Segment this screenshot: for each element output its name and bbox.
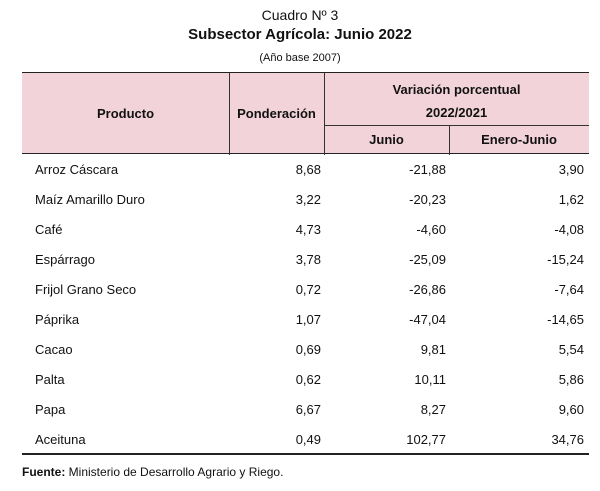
source-note <box>22 465 283 479</box>
source-text: Ministerio de Desarrollo Agrario y Riego. <box>65 465 284 479</box>
cell-producto: Café <box>35 222 63 237</box>
cell-producto: Cacao <box>35 342 73 357</box>
data-table <box>22 72 589 461</box>
cell-producto: Frijol Grano Seco <box>35 282 137 297</box>
table-row <box>22 276 589 306</box>
cell-ponderacion: 4,73 <box>295 222 321 237</box>
table-base-year: (Año base 2007) <box>259 52 341 64</box>
cell-junio: -4,60 <box>416 222 446 237</box>
header-producto: Producto <box>96 106 155 121</box>
cell-junio: 102,77 <box>406 432 446 447</box>
cell-producto: Aceituna <box>35 432 86 447</box>
cell-enero-junio: -14,65 <box>547 312 584 327</box>
cell-enero-junio: 1,62 <box>558 192 584 207</box>
cell-enero-junio: 34,76 <box>551 432 584 447</box>
cell-junio: 10,11 <box>414 372 446 387</box>
cell-ponderacion: 0,72 <box>295 282 321 297</box>
cell-producto: Arroz Cáscara <box>35 162 119 177</box>
table-bottom-rule <box>22 453 589 455</box>
cell-enero-junio: 5,86 <box>558 372 584 387</box>
table-row <box>22 306 589 336</box>
cell-ponderacion: 3,22 <box>295 192 321 207</box>
cell-ponderacion: 1,07 <box>295 312 321 327</box>
cell-ponderacion: 0,62 <box>295 372 321 387</box>
cell-junio: -25,09 <box>409 252 446 267</box>
cell-producto: Palta <box>35 372 65 387</box>
table-row <box>22 396 589 426</box>
header-ponderacion: Ponderación <box>237 106 316 121</box>
cell-junio: -21,88 <box>409 162 446 177</box>
cell-ponderacion: 8,68 <box>295 162 321 177</box>
cell-junio: -26,86 <box>409 282 446 297</box>
cell-producto: Maíz Amarillo Duro <box>35 192 145 207</box>
table-header <box>22 72 589 154</box>
cell-producto: Páprika <box>35 312 80 327</box>
header-periodo: 2022/2021 <box>425 105 488 120</box>
header-variacion: Variación porcentual <box>392 82 521 97</box>
cell-ponderacion: 0,69 <box>295 342 321 357</box>
cell-enero-junio: -7,64 <box>554 282 584 297</box>
cell-producto: Papa <box>35 402 66 417</box>
cell-enero-junio: 3,90 <box>558 162 584 177</box>
table-row <box>22 186 589 216</box>
cell-ponderacion: 0,49 <box>295 432 321 447</box>
cell-junio: 9,81 <box>420 342 446 357</box>
source-label: Fuente: <box>22 465 66 479</box>
cell-enero-junio: 9,60 <box>558 402 584 417</box>
header-enero-junio: Enero-Junio <box>481 132 557 147</box>
cell-producto: Espárrago <box>35 252 95 267</box>
table-row <box>22 216 589 246</box>
header-junio: Junio <box>369 132 404 147</box>
cell-enero-junio: -15,24 <box>547 252 584 267</box>
cell-enero-junio: 5,54 <box>558 342 584 357</box>
table-row <box>22 426 589 456</box>
table-row <box>22 246 589 276</box>
table-row <box>22 366 589 396</box>
cell-ponderacion: 3,78 <box>295 252 321 267</box>
cell-enero-junio: -4,08 <box>554 222 584 237</box>
table-row <box>22 156 589 186</box>
cell-junio: -47,04 <box>409 312 446 327</box>
cell-junio: 8,27 <box>420 402 446 417</box>
table-title: Subsector Agrícola: Junio 2022 <box>188 26 412 43</box>
header-subdivider <box>324 125 589 126</box>
table-row <box>22 336 589 366</box>
cell-ponderacion: 6,67 <box>295 402 321 417</box>
table-number: Cuadro Nº 3 <box>261 7 339 23</box>
cell-junio: -20,23 <box>409 192 446 207</box>
